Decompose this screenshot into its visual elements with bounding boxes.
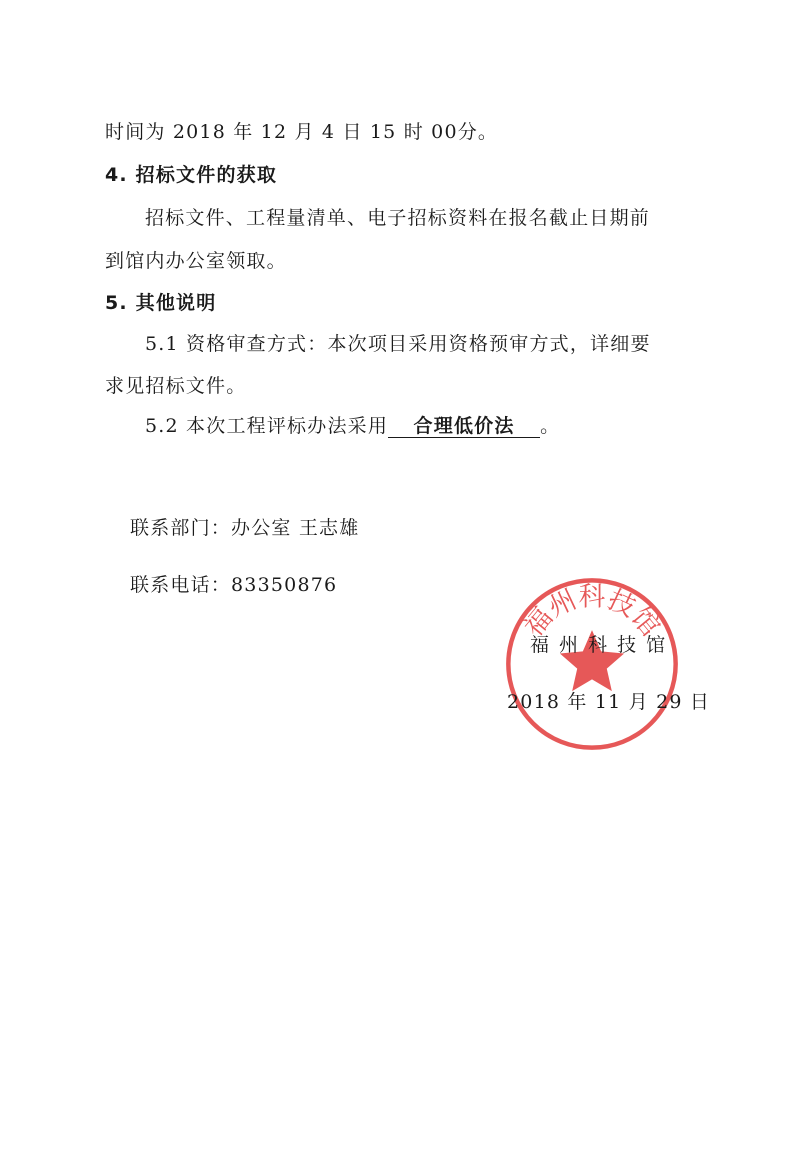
schedule-time-line: 时间为 2018 年 12 月 4 日 15 时 00分。	[105, 121, 499, 143]
seal-arc-text: 福州科技馆	[518, 581, 666, 643]
section-4-heading: 4. 招标文件的获取	[105, 164, 278, 186]
contact-phone: 联系电话：83350876	[130, 574, 338, 596]
section-4-paragraph-line-1: 招标文件、工程量清单、电子招标资料在报名截止日期前	[145, 207, 651, 229]
section-5-heading: 5. 其他说明	[105, 292, 217, 314]
contact-department: 联系部门：办公室 王志雄	[130, 517, 360, 539]
section-5-2-suffix: 。	[540, 415, 561, 437]
signature-date: 2018 年 11 月 29 日	[507, 691, 711, 713]
section-5-2-line	[145, 414, 560, 438]
section-5-2-prefix: 5.2 本次工程评标办法采用	[145, 415, 389, 437]
signature-organization: 福 州 科 技 馆	[530, 634, 668, 656]
official-seal	[503, 575, 681, 753]
section-5-1-line-2: 求见招标文件。	[105, 375, 247, 397]
section-4-paragraph-line-2: 到馆内办公室领取。	[105, 250, 287, 272]
evaluation-method: 合理低价法	[388, 415, 540, 438]
section-5-1-line-1: 5.1 资格审查方式：本次项目采用资格预审方式，详细要	[145, 333, 651, 355]
